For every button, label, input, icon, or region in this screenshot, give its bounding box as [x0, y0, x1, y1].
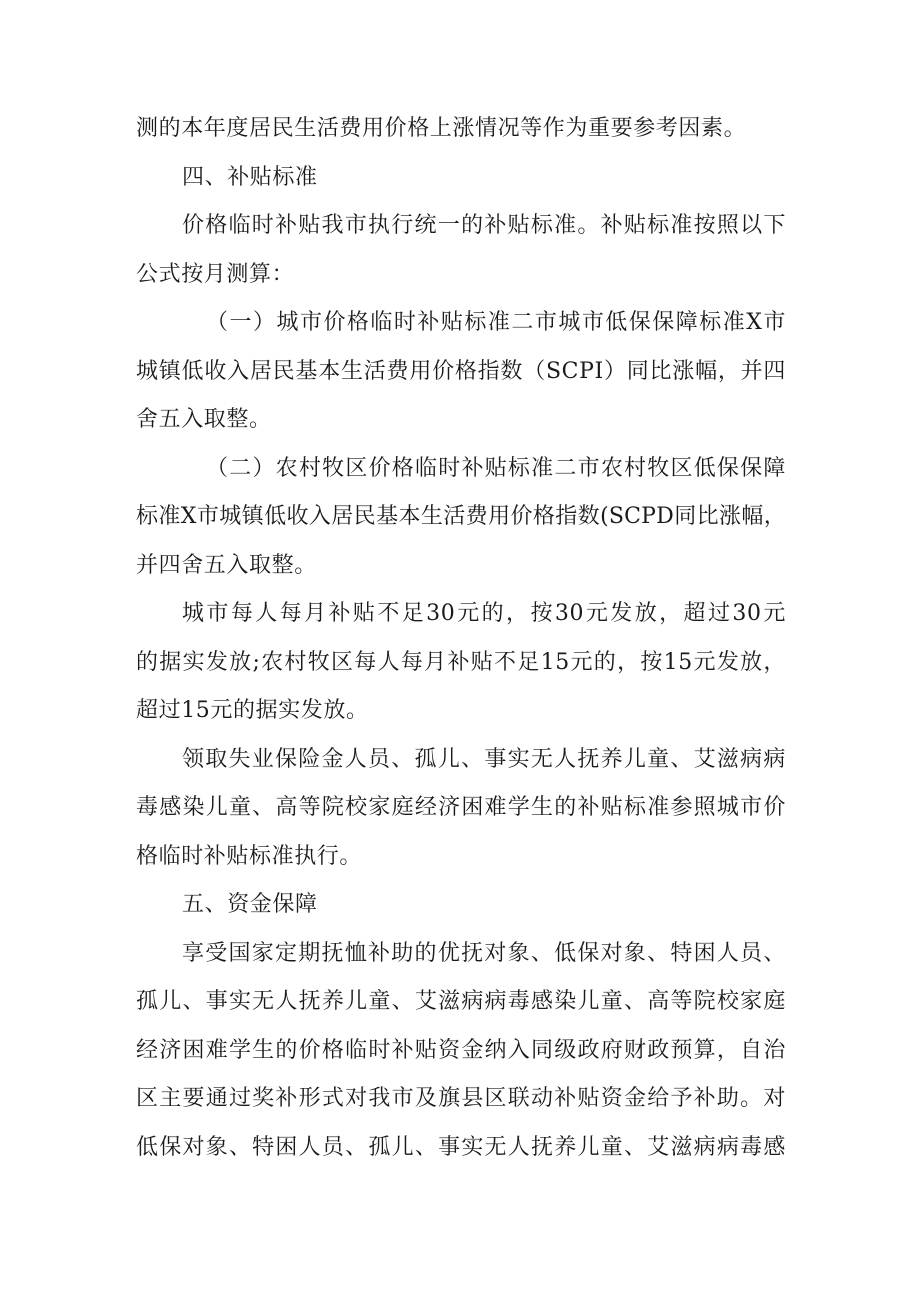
paragraph-line: 格临时补贴标准执行。: [136, 843, 363, 869]
paragraph-line: 享受国家定期抚恤补助的优抚对象、低保对象、特困人员、: [182, 940, 786, 966]
paragraph-line: 超过15元的据实发放。: [136, 698, 369, 723]
paragraph-line: 孤儿、事实无人抚养儿童、艾滋病病毒感染儿童、高等院校家庭: [136, 989, 786, 1014]
paragraph-line: 价格临时补贴我市执行统一的补贴标准。补贴标准按照以下: [182, 213, 786, 238]
paragraph-line: 区主要通过奖补形式对我市及旗县区联动补贴资金给予补助。对: [136, 1086, 786, 1111]
paragraph-line: 公式按月测算：: [136, 261, 295, 287]
paragraph-line: 测的本年度居民生活费用价格上涨情况等作为重要参考因素。: [136, 116, 747, 141]
paragraph-line: 标准X市城镇低收入居民基本生活费用价格指数(SCPD同比涨幅，: [136, 504, 786, 529]
paragraph-line: 的据实发放;农村牧区每人每月补贴不足15元的，按15元发放，: [136, 649, 786, 675]
paragraph-line: 舍五入取整。: [136, 407, 272, 432]
paragraph-line: 领取失业保险金人员、孤儿、事实无人抚养儿童、艾滋病病: [182, 746, 786, 772]
paragraph-line: 毒感染儿童、高等院校家庭经济困难学生的补贴标准参照城市价: [136, 795, 786, 820]
paragraph-line: （一）城市价格临时补贴标准二市城市低保保障标准X市: [206, 310, 786, 335]
paragraph-line: 并四舍五入取整。: [136, 552, 317, 578]
section-heading-funding-guarantee: 五、资金保障: [182, 892, 318, 917]
paragraph-line: 城市每人每月补贴不足30元的，按30元发放，超过30元: [182, 601, 786, 626]
document-body: [136, 105, 786, 1172]
paragraph-line: 低保对象、特困人员、孤儿、事实无人抚养儿童、艾滋病病毒感: [136, 1134, 786, 1160]
section-heading-subsidy-standard: 四、补贴标准: [182, 164, 318, 190]
paragraph-line: 城镇低收入居民基本生活费用价格指数（SCPI）同比涨幅，并四: [136, 358, 786, 384]
paragraph-line: 经济困难学生的价格临时补贴资金纳入同级政府财政预算，自治: [136, 1037, 786, 1063]
paragraph-line: （二）农村牧区价格临时补贴标准二市农村牧区低保保障: [206, 455, 786, 481]
